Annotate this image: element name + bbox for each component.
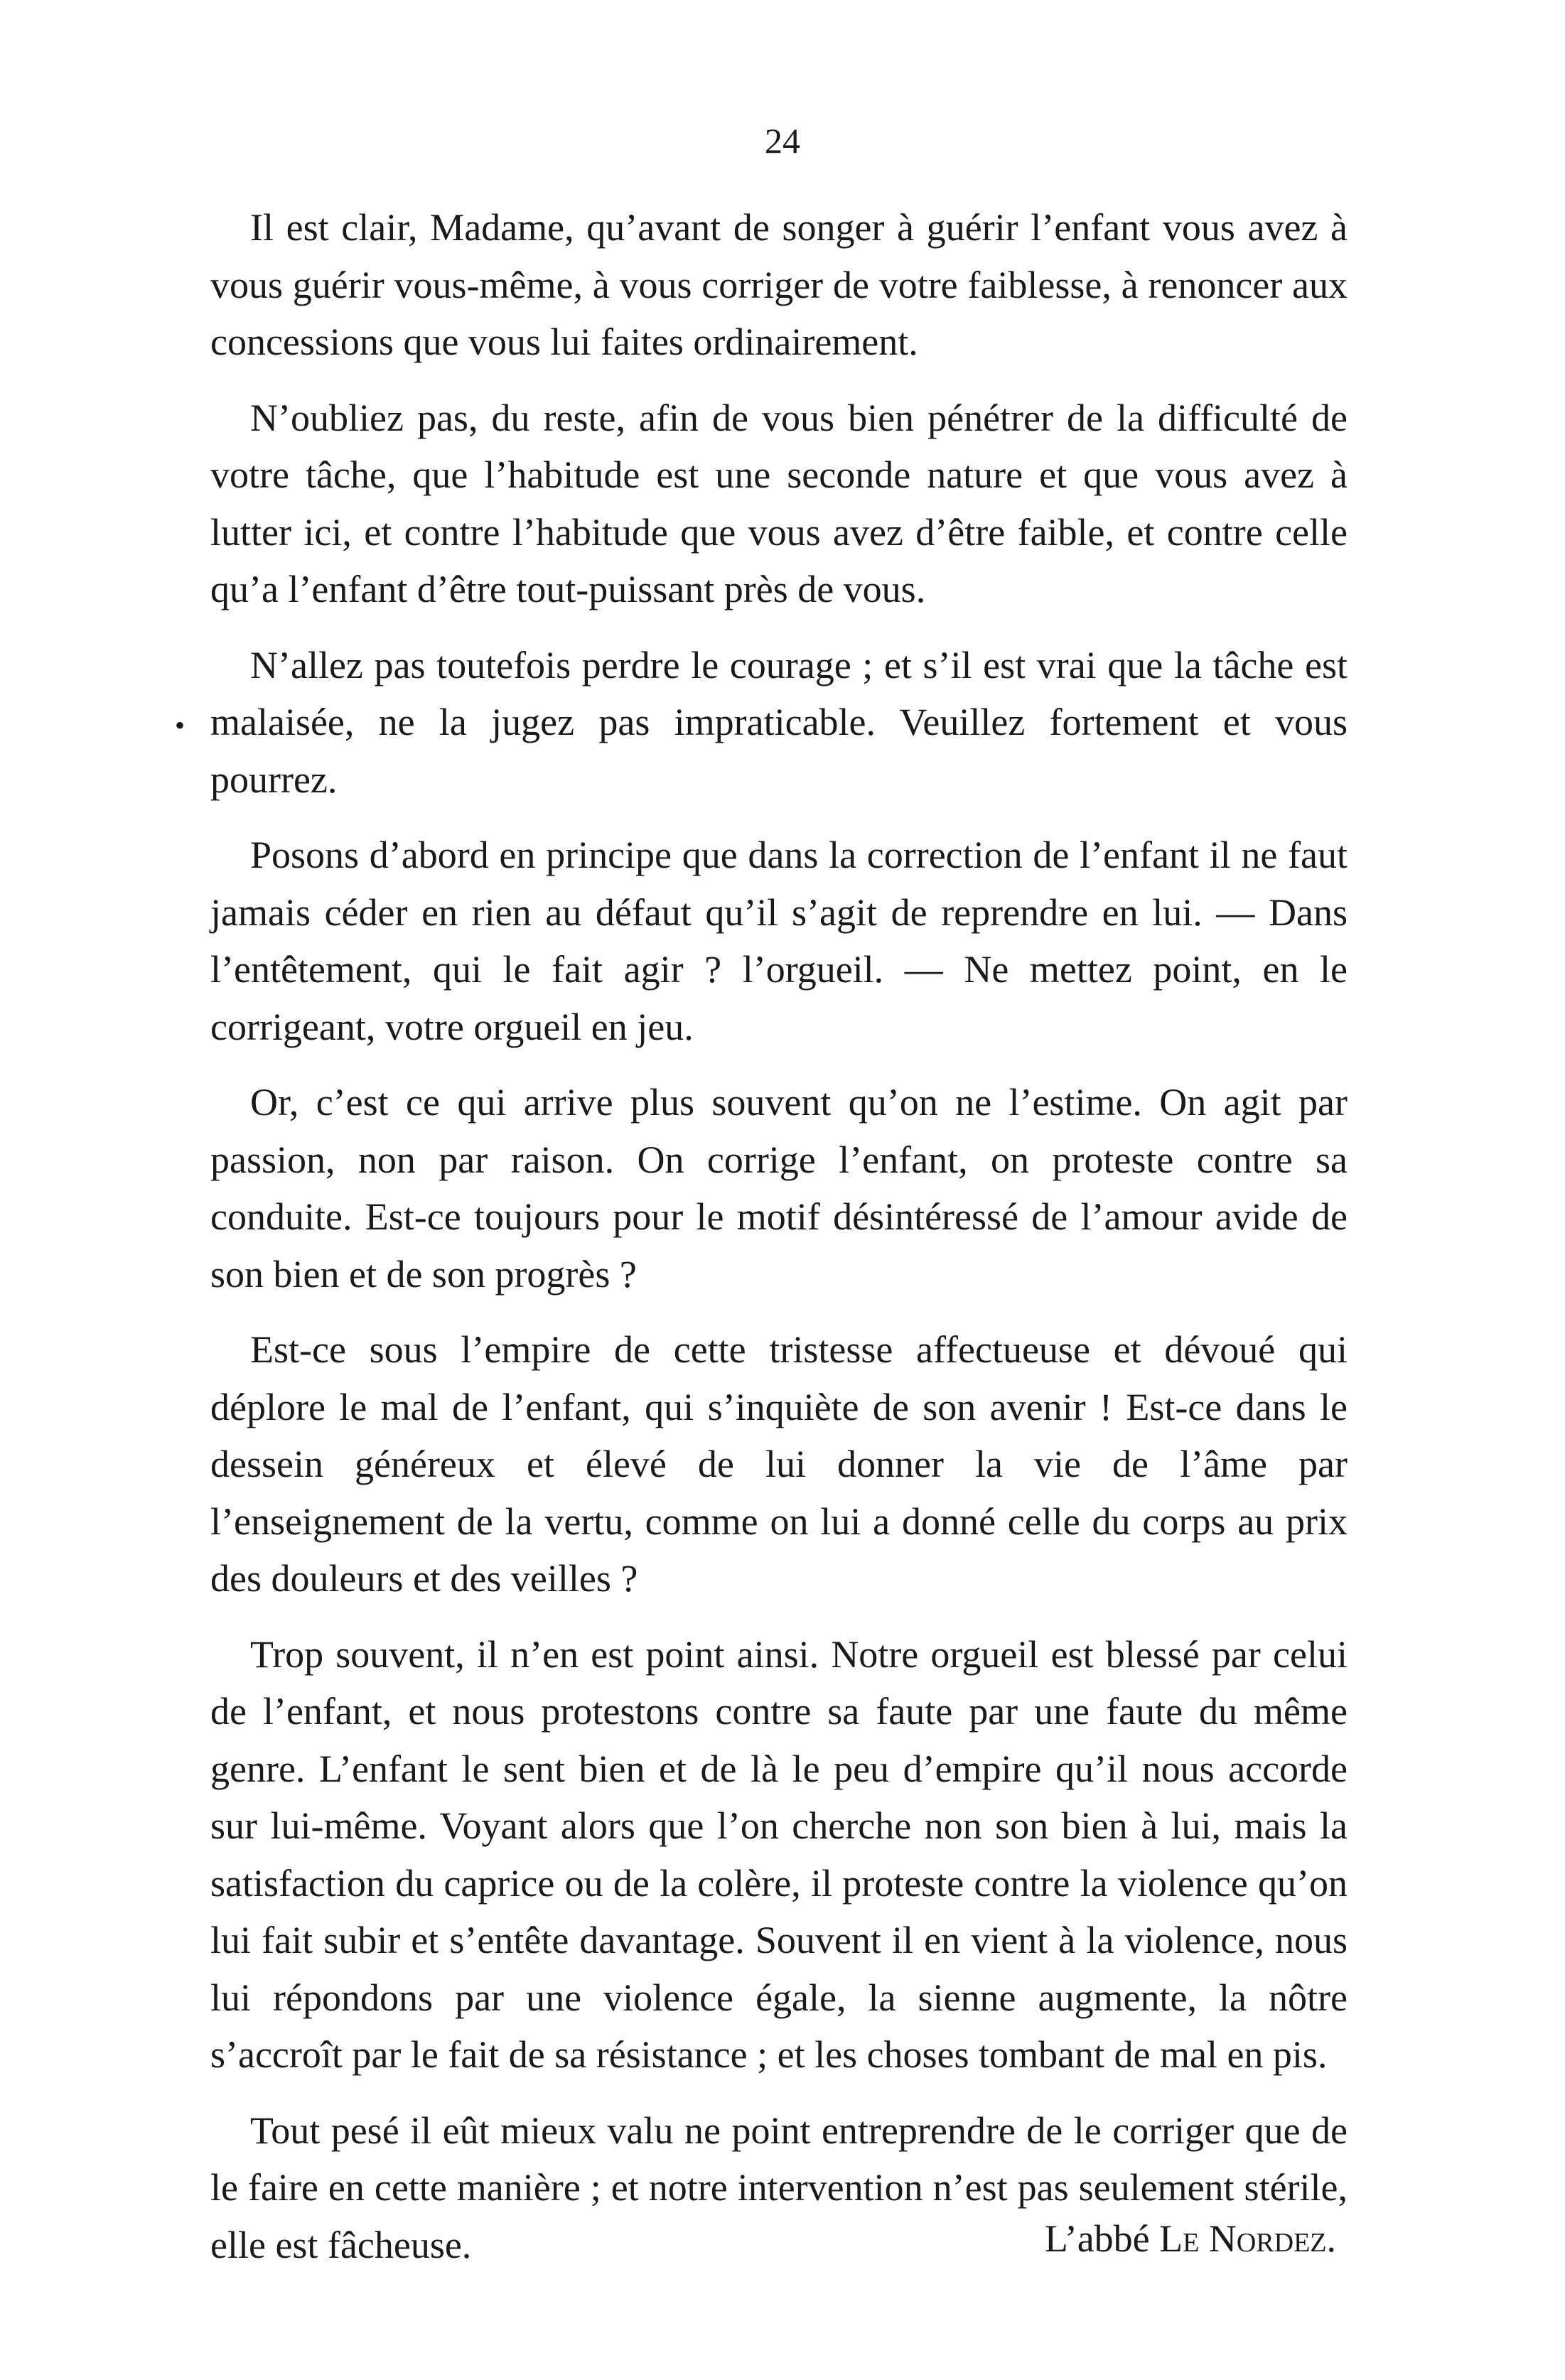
signature-name: Le Nordez. <box>1159 2217 1336 2260</box>
signature-prefix: L’abbé <box>1044 2217 1160 2260</box>
signature <box>1045 2210 1336 2267</box>
paragraph-8: Tout pesé il eût mieux valu ne point entreprendre de le corriger que de le faire en cette manière ; et notre intervention n’est pas seulement stérile, elle est fâcheuse. <box>210 2109 1348 2266</box>
paragraph-7: Trop souvent, il n’en est point ainsi. Notre orgueil est blessé par celui de l’enfant, et nous protestons contre sa faute par une faute du même genre. L’enfant le sent bien et de là le peu d’empire qu’il nous accorde sur lui-même. Voyant alors que l’on cherche non son bien à lui, mais la satisfaction du caprice ou de la colère, il proteste contre la violence qu’on lui fait subir et s’entête davantage. Souvent il en vient à la violence, nous lui répondons par une violence égale, la sienne augmente, la nôtre s’accroît par le fait de sa résistance ; et les choses tombant de mal en pis. <box>210 1632 1348 2076</box>
body-text <box>210 199 1348 2273</box>
paragraph-6: Est-ce sous l’empire de cette tristesse affectueuse et dévoué qui déplore le mal de l’enfant, qui s’inquiète de son avenir ! Est-ce dans le dessein généreux et élevé de lui donner la vie de l’âme par l’enseignement de la vertu, comme on lui a donné celle du corps au prix des douleurs et des veilles ? <box>210 1328 1348 1600</box>
paragraph-5: Or, c’est ce qui arrive plus souvent qu’on ne l’estime. On agit par passion, non par raison. On corrige l’enfant, on proteste contre sa conduite. Est-ce toujours pour le motif désintéressé de l’amour avide de son bien et de son progrès ? <box>210 1081 1348 1296</box>
paragraph-2: N’oubliez pas, du reste, afin de vous bien pénétrer de la difficulté de votre tâche, que l’habitude est une seconde nature et que vous avez à lutter ici, et contre l’habitude que vous avez d’être faible, et contre celle qu’a l’enfant d’être tout-puissant près de vous. <box>210 396 1348 610</box>
margin-mark: • <box>175 709 185 741</box>
paragraph-4: Posons d’abord en principe que dans la correction de l’enfant il ne faut jamais céder en rien au défaut qu’il s’agit de reprendre en lui. — Dans l’entêtement, qui le fait agir ? l’orgueil. — Ne mettez point, en le corrigeant, votre orgueil en jeu. <box>210 834 1348 1048</box>
paragraph-3: N’allez pas toutefois perdre le courage ; et s’il est vrai que la tâche est malaisée, ne la jugez pas impraticable. Veuillez fortement et vous pourrez. <box>210 643 1348 801</box>
paragraph-1: Il est clair, Madame, qu’avant de songer à guérir l’enfant vous avez à vous guérir vous-même, à vous corriger de votre faiblesse, à renoncer aux concessions que vous lui faites ordinairement. <box>210 206 1348 363</box>
page-number: 24 <box>765 121 800 161</box>
